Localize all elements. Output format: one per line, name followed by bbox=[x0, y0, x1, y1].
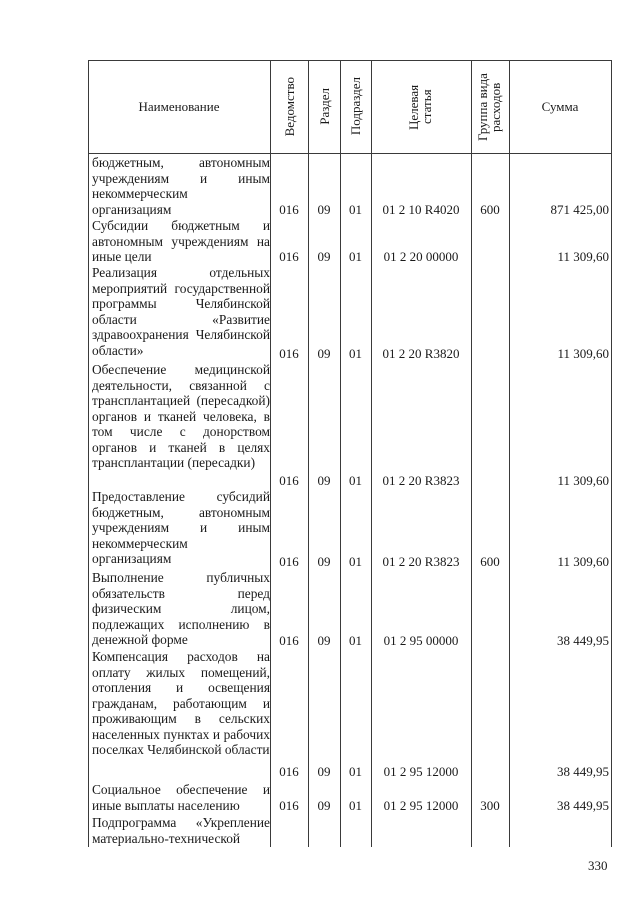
header-summa bbox=[509, 60, 611, 153]
row-celevaya-statya: 01 2 95 00000 bbox=[383, 633, 459, 648]
row-razdel: 09 bbox=[317, 633, 331, 648]
column-divider bbox=[371, 60, 372, 847]
table-left-border bbox=[88, 60, 89, 847]
header-gruppa-vida-rashodov-label: Группа вида расходов bbox=[475, 72, 503, 141]
row-razdel: 09 bbox=[317, 473, 331, 488]
row-vedomstvo: 016 bbox=[279, 798, 299, 813]
row-celevaya-statya: 01 2 95 12000 bbox=[383, 764, 459, 779]
row-summa: 11 309,60 bbox=[557, 473, 609, 488]
row-podrazdel: 01 bbox=[349, 764, 362, 779]
row-podrazdel: 01 bbox=[349, 798, 362, 813]
row-podrazdel: 01 bbox=[349, 633, 362, 648]
header-celevaya-statya bbox=[371, 60, 471, 153]
row-summa: 38 449,95 bbox=[557, 798, 609, 813]
row-summa: 11 309,60 bbox=[557, 554, 609, 569]
row-summa: 38 449,95 bbox=[557, 633, 609, 648]
row-podrazdel: 01 bbox=[349, 554, 362, 569]
row-name: Компенсация расходов на оплату жилых помещений, отопления и освещения гражданам, работающим и проживающим в сельских населенных пунктах и рабочих поселках Челябинской области bbox=[92, 649, 270, 757]
row-celevaya-statya: 01 2 20 R3820 bbox=[382, 346, 460, 361]
row-razdel: 09 bbox=[317, 798, 331, 813]
row-podrazdel: 01 bbox=[349, 202, 362, 217]
row-vedomstvo: 016 bbox=[279, 202, 299, 217]
row-summa: 11 309,60 bbox=[557, 346, 609, 361]
header-podrazdel bbox=[340, 60, 371, 153]
column-divider bbox=[509, 60, 510, 847]
row-summa: 11 309,60 bbox=[557, 249, 609, 264]
row-name: Подпрограмма «Укрепление материально-технической bbox=[92, 815, 270, 846]
header-summa-label: Сумма bbox=[541, 98, 579, 114]
column-divider bbox=[340, 60, 341, 847]
row-name: Реализация отдельных мероприятий государственной программы Челябинской области «Развитие здравоохранения Челябинской области» bbox=[92, 265, 270, 358]
row-gruppa: 600 bbox=[480, 554, 500, 569]
header-razdel-label: Раздел bbox=[316, 88, 332, 125]
row-celevaya-statya: 01 2 10 R4020 bbox=[382, 202, 460, 217]
row-gruppa: 300 bbox=[480, 798, 500, 813]
row-podrazdel: 01 bbox=[349, 249, 362, 264]
row-podrazdel: 01 bbox=[349, 346, 362, 361]
row-summa: 871 425,00 bbox=[550, 202, 609, 217]
row-razdel: 09 bbox=[317, 249, 331, 264]
header-podrazdel-label: Подраздел bbox=[348, 77, 363, 136]
header-razdel bbox=[308, 60, 340, 153]
row-name: Выполнение публичных обязательств перед физическим лицом, подлежащих исполнению в денежной форме bbox=[92, 570, 270, 647]
table-right-border bbox=[611, 60, 612, 847]
row-razdel: 09 bbox=[317, 346, 331, 361]
budget-table bbox=[88, 60, 612, 847]
header-name-label: Наименование bbox=[138, 98, 220, 114]
row-vedomstvo: 016 bbox=[279, 249, 299, 264]
row-razdel: 09 bbox=[317, 764, 331, 779]
row-razdel: 09 bbox=[317, 554, 331, 569]
column-divider bbox=[308, 60, 309, 847]
row-name: Социальное обеспечение и иные выплаты населению bbox=[92, 782, 270, 813]
row-vedomstvo: 016 bbox=[279, 346, 299, 361]
row-vedomstvo: 016 bbox=[279, 473, 299, 488]
row-vedomstvo: 016 bbox=[279, 764, 299, 779]
row-celevaya-statya: 01 2 95 12000 bbox=[383, 798, 459, 813]
row-celevaya-statya: 01 2 20 R3823 bbox=[382, 473, 460, 488]
row-name: Субсидии бюджетным и автономным учреждениям на иные цели bbox=[92, 218, 270, 264]
row-vedomstvo: 016 bbox=[279, 633, 299, 648]
header-celevaya-statya-label: Целевая статья bbox=[406, 83, 434, 130]
column-divider bbox=[270, 60, 271, 847]
header-vedomstvo-label: Ведомство bbox=[281, 76, 297, 137]
page-number: 330 bbox=[588, 858, 608, 873]
row-gruppa: 600 bbox=[480, 202, 500, 217]
row-razdel: 09 bbox=[317, 202, 331, 217]
row-summa: 38 449,95 bbox=[557, 764, 609, 779]
header-gruppa-vida-rashodov bbox=[471, 60, 509, 153]
row-podrazdel: 01 bbox=[349, 473, 362, 488]
row-name: Предоставление субсидий бюджетным, автономным учреждениям и иным некоммерческим организациям bbox=[92, 489, 270, 566]
row-name: бюджетным, автономным учреждениям и иным некоммерческим организациям bbox=[92, 155, 270, 217]
row-name: Обеспечение медицинской деятельности, связанной с трансплантацией (пересадкой) органов и тканей человека, в том числе с донорством органов и тканей в целях трансплантации (пересадки) bbox=[92, 362, 270, 470]
row-celevaya-statya: 01 2 20 R3823 bbox=[382, 554, 460, 569]
header-vedomstvo bbox=[270, 60, 308, 153]
column-divider bbox=[471, 60, 472, 847]
row-vedomstvo: 016 bbox=[279, 554, 299, 569]
header-name bbox=[88, 60, 270, 153]
row-celevaya-statya: 01 2 20 00000 bbox=[383, 249, 459, 264]
header-bottom-border bbox=[88, 153, 612, 154]
